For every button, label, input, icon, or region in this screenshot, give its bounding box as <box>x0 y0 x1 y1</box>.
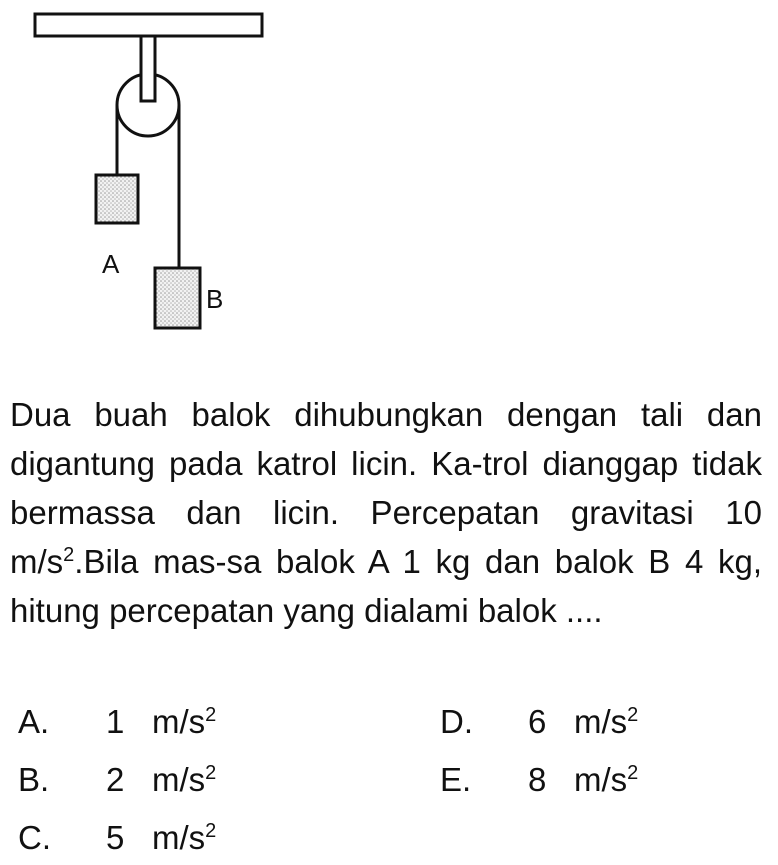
question-exponent: 2 <box>63 544 75 566</box>
option-letter: B. <box>18 761 50 798</box>
option-b[interactable] <box>18 760 216 800</box>
pulley-support-rod <box>141 36 155 101</box>
pulley-diagram <box>0 0 778 360</box>
option-exponent: 2 <box>205 820 217 842</box>
option-e[interactable] <box>440 760 638 800</box>
option-value: 1 <box>106 703 125 740</box>
option-a[interactable] <box>18 702 216 742</box>
option-exponent: 2 <box>627 762 639 784</box>
block-b <box>155 268 200 328</box>
option-unit: m/s <box>152 703 206 740</box>
option-exponent: 2 <box>205 762 217 784</box>
option-letter: C. <box>18 819 51 856</box>
option-unit: m/s <box>574 761 628 798</box>
question-text <box>10 390 762 635</box>
option-unit: m/s <box>152 819 206 856</box>
option-value: 2 <box>106 761 125 798</box>
option-letter: A. <box>18 703 50 740</box>
option-value: 5 <box>106 819 125 856</box>
option-letter: D. <box>440 703 473 740</box>
block-a-label: A <box>102 249 120 279</box>
question-part-2: .Bila mas-sa balok A 1 kg dan balok B 4 kg, hitung percepatan yang dialami balok .... <box>10 543 762 629</box>
option-value: 6 <box>528 703 547 740</box>
ceiling-beam <box>35 14 262 36</box>
option-unit: m/s <box>152 761 206 798</box>
block-b-label: B <box>206 284 224 314</box>
block-a <box>96 175 138 223</box>
option-c[interactable] <box>18 818 216 858</box>
option-unit: m/s <box>574 703 628 740</box>
option-exponent: 2 <box>627 704 639 726</box>
question-part-1: Dua buah balok dihubungkan dengan tali dan digantung pada katrol licin. Ka-trol dianggap tidak bermassa dan licin. Percepatan gravitasi 10 m/s <box>10 396 762 580</box>
option-letter: E. <box>440 761 472 798</box>
option-d[interactable] <box>440 702 638 742</box>
option-exponent: 2 <box>205 704 217 726</box>
option-value: 8 <box>528 761 547 798</box>
